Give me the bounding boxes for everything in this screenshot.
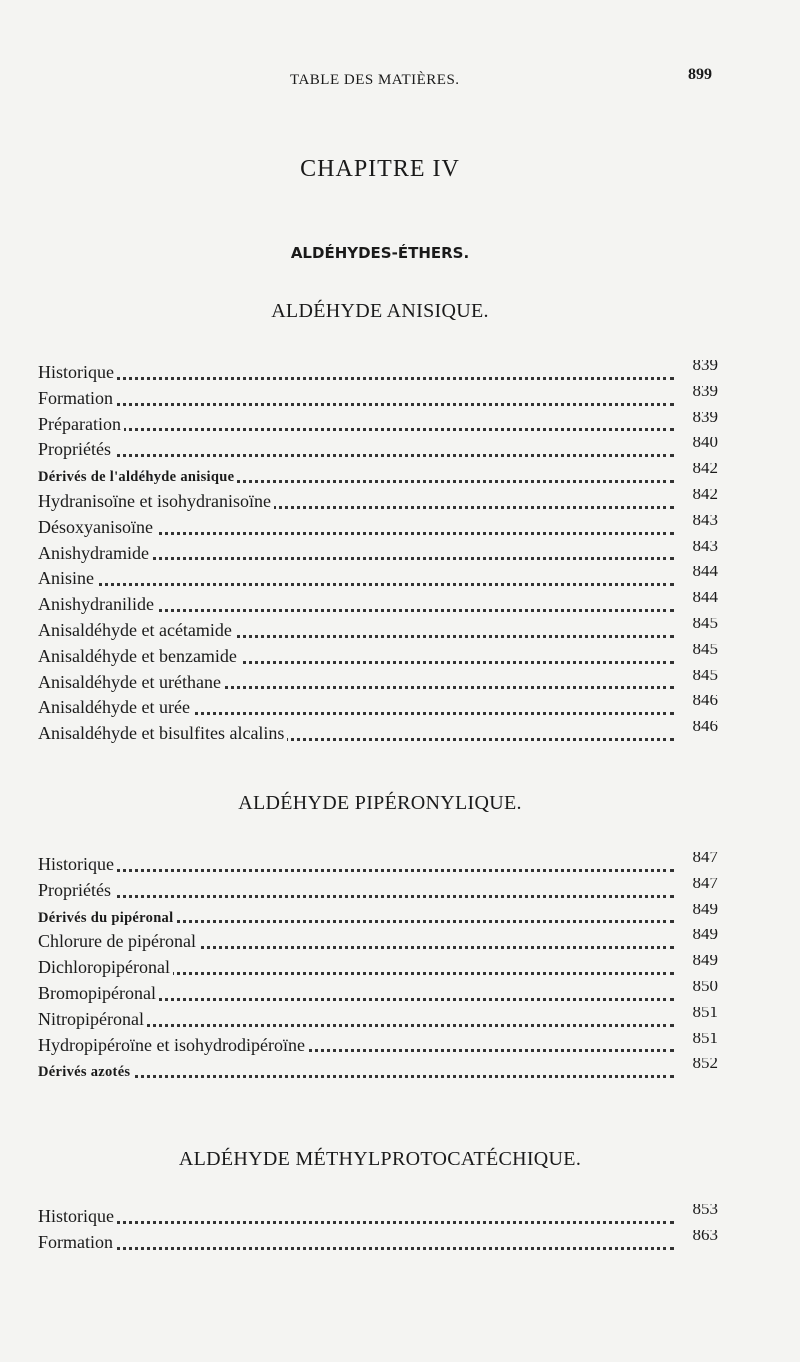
toc-entry [38, 592, 718, 618]
toc-entry-page: 851 [678, 1033, 718, 1051]
toc-entry-label: Dérivés azotés [38, 1064, 133, 1080]
toc-entry-label: Anisaldéhyde et bisulfites alcalins [38, 723, 287, 743]
toc-entry-label: Formation [38, 388, 116, 408]
running-title: TABLE DES MATIÈRES. [290, 72, 460, 88]
toc-entry-label: Anisaldéhyde et acétamide [38, 620, 235, 640]
toc-entry [38, 360, 718, 386]
toc-entry-label: Anishydranilide [38, 594, 157, 614]
toc-entry-page: 839 [678, 412, 718, 430]
chapter-title: CHAPITRE IV [300, 156, 460, 182]
toc-entry-page: 844 [678, 592, 718, 610]
leader-dots [38, 1075, 674, 1078]
toc-entry-page: 839 [678, 386, 718, 404]
toc-entry [38, 1204, 718, 1230]
toc-entry-page: 840 [678, 437, 718, 455]
toc-entry [38, 955, 718, 981]
toc-entry-page: 843 [678, 541, 718, 559]
section-title-anisique: ALDÉHYDE ANISIQUE. [271, 300, 489, 322]
toc-entry-label: Nitropipéronal [38, 1009, 147, 1029]
leader-dots [38, 1221, 674, 1224]
toc-entry-page: 846 [678, 721, 718, 739]
toc-entry-label: Hydranisoïne et isohydranisoïne [38, 491, 274, 511]
toc-entry-page: 863 [678, 1230, 718, 1248]
toc-entry [38, 386, 718, 412]
toc-entry-page: 849 [678, 904, 718, 922]
toc-entry-label: Anisaldéhyde et benzamide [38, 646, 240, 666]
toc-entry [38, 1033, 718, 1059]
toc-entry [38, 981, 718, 1007]
toc-entry [38, 541, 718, 567]
toc-entry [38, 929, 718, 955]
leader-dots [38, 1247, 674, 1250]
leader-dots [38, 583, 674, 586]
toc-entry [38, 644, 718, 670]
toc-entry-page: 849 [678, 929, 718, 947]
toc-entry-page: 845 [678, 618, 718, 636]
toc-entry-page: 847 [678, 878, 718, 896]
toc-entry-label: Anisaldéhyde et uréthane [38, 672, 224, 692]
toc-entry-page: 845 [678, 670, 718, 688]
toc-entry-label: Historique [38, 854, 117, 874]
toc-entry-page: 851 [678, 1007, 718, 1025]
leader-dots [38, 895, 674, 898]
toc-entry [38, 437, 718, 463]
toc-entry [38, 618, 718, 644]
leader-dots [38, 403, 674, 406]
toc-entry [38, 721, 718, 747]
toc-entry-page: 842 [678, 463, 718, 481]
section-title-methylprotocatechique: ALDÉHYDE MÉTHYLPROTOCATÉCHIQUE. [178, 1148, 582, 1170]
toc-entry-label: Hydropipéroïne et isohydrodipéroïne [38, 1035, 308, 1055]
toc-entry-label: Anisaldéhyde et urée [38, 697, 193, 717]
toc-entry-label: Désoxyanisoïne [38, 517, 156, 537]
leader-dots [38, 428, 674, 431]
toc-entry-page: 847 [678, 852, 718, 870]
toc-entry [38, 695, 718, 721]
toc-entry-page: 839 [678, 360, 718, 378]
toc-entry [38, 489, 718, 515]
toc-entry-label: Propriétés [38, 880, 114, 900]
toc-entry [38, 878, 718, 904]
toc-entry-page: 849 [678, 955, 718, 973]
page-number: 899 [688, 66, 712, 83]
toc-entry-page: 846 [678, 695, 718, 713]
toc-entry-page: 844 [678, 566, 718, 584]
toc-entry-page: 843 [678, 515, 718, 533]
toc-entry [38, 1007, 718, 1033]
toc-entry-page: 850 [678, 981, 718, 999]
toc-entry [38, 1058, 718, 1084]
toc-entry-label: Anishydramide [38, 543, 152, 563]
toc-entry-label: Anisine [38, 568, 97, 588]
toc-entry-label: Chlorure de pipéronal [38, 931, 199, 951]
leader-dots [38, 869, 674, 872]
toc-entry-label: Dichloropipéronal [38, 957, 173, 977]
toc-entry [38, 566, 718, 592]
toc-entry [38, 412, 718, 438]
leader-dots [38, 454, 674, 457]
toc-entry-page: 845 [678, 644, 718, 662]
toc-entry-page: 853 [678, 1204, 718, 1222]
toc-entry-label: Propriétés [38, 439, 114, 459]
toc-entry-page: 842 [678, 489, 718, 507]
chapter-subtitle: ALDÉHYDES-ÉTHERS. [290, 244, 470, 262]
toc-list-anisique [38, 360, 718, 747]
toc-entry-page: 852 [678, 1058, 718, 1076]
section-title-piperonylique: ALDÉHYDE PIPÉRONYLIQUE. [238, 792, 522, 814]
toc-entry [38, 463, 718, 489]
toc-entry [38, 852, 718, 878]
toc-entry-label: Historique [38, 362, 117, 382]
toc-list-piperonylique [38, 852, 718, 1084]
toc-entry-label: Préparation [38, 414, 124, 434]
toc-entry-label: Dérivés du pipéronal [38, 910, 176, 926]
toc-list-methylprotocatechique [38, 1204, 718, 1256]
toc-entry-label: Dérivés de l'aldéhyde anisique [38, 469, 237, 485]
toc-entry-label: Historique [38, 1206, 117, 1226]
toc-entry-label: Formation [38, 1232, 116, 1252]
leader-dots [38, 377, 674, 380]
toc-entry [38, 670, 718, 696]
toc-entry [38, 1230, 718, 1256]
toc-entry [38, 904, 718, 930]
toc-entry [38, 515, 718, 541]
toc-entry-label: Bromopipéronal [38, 983, 159, 1003]
